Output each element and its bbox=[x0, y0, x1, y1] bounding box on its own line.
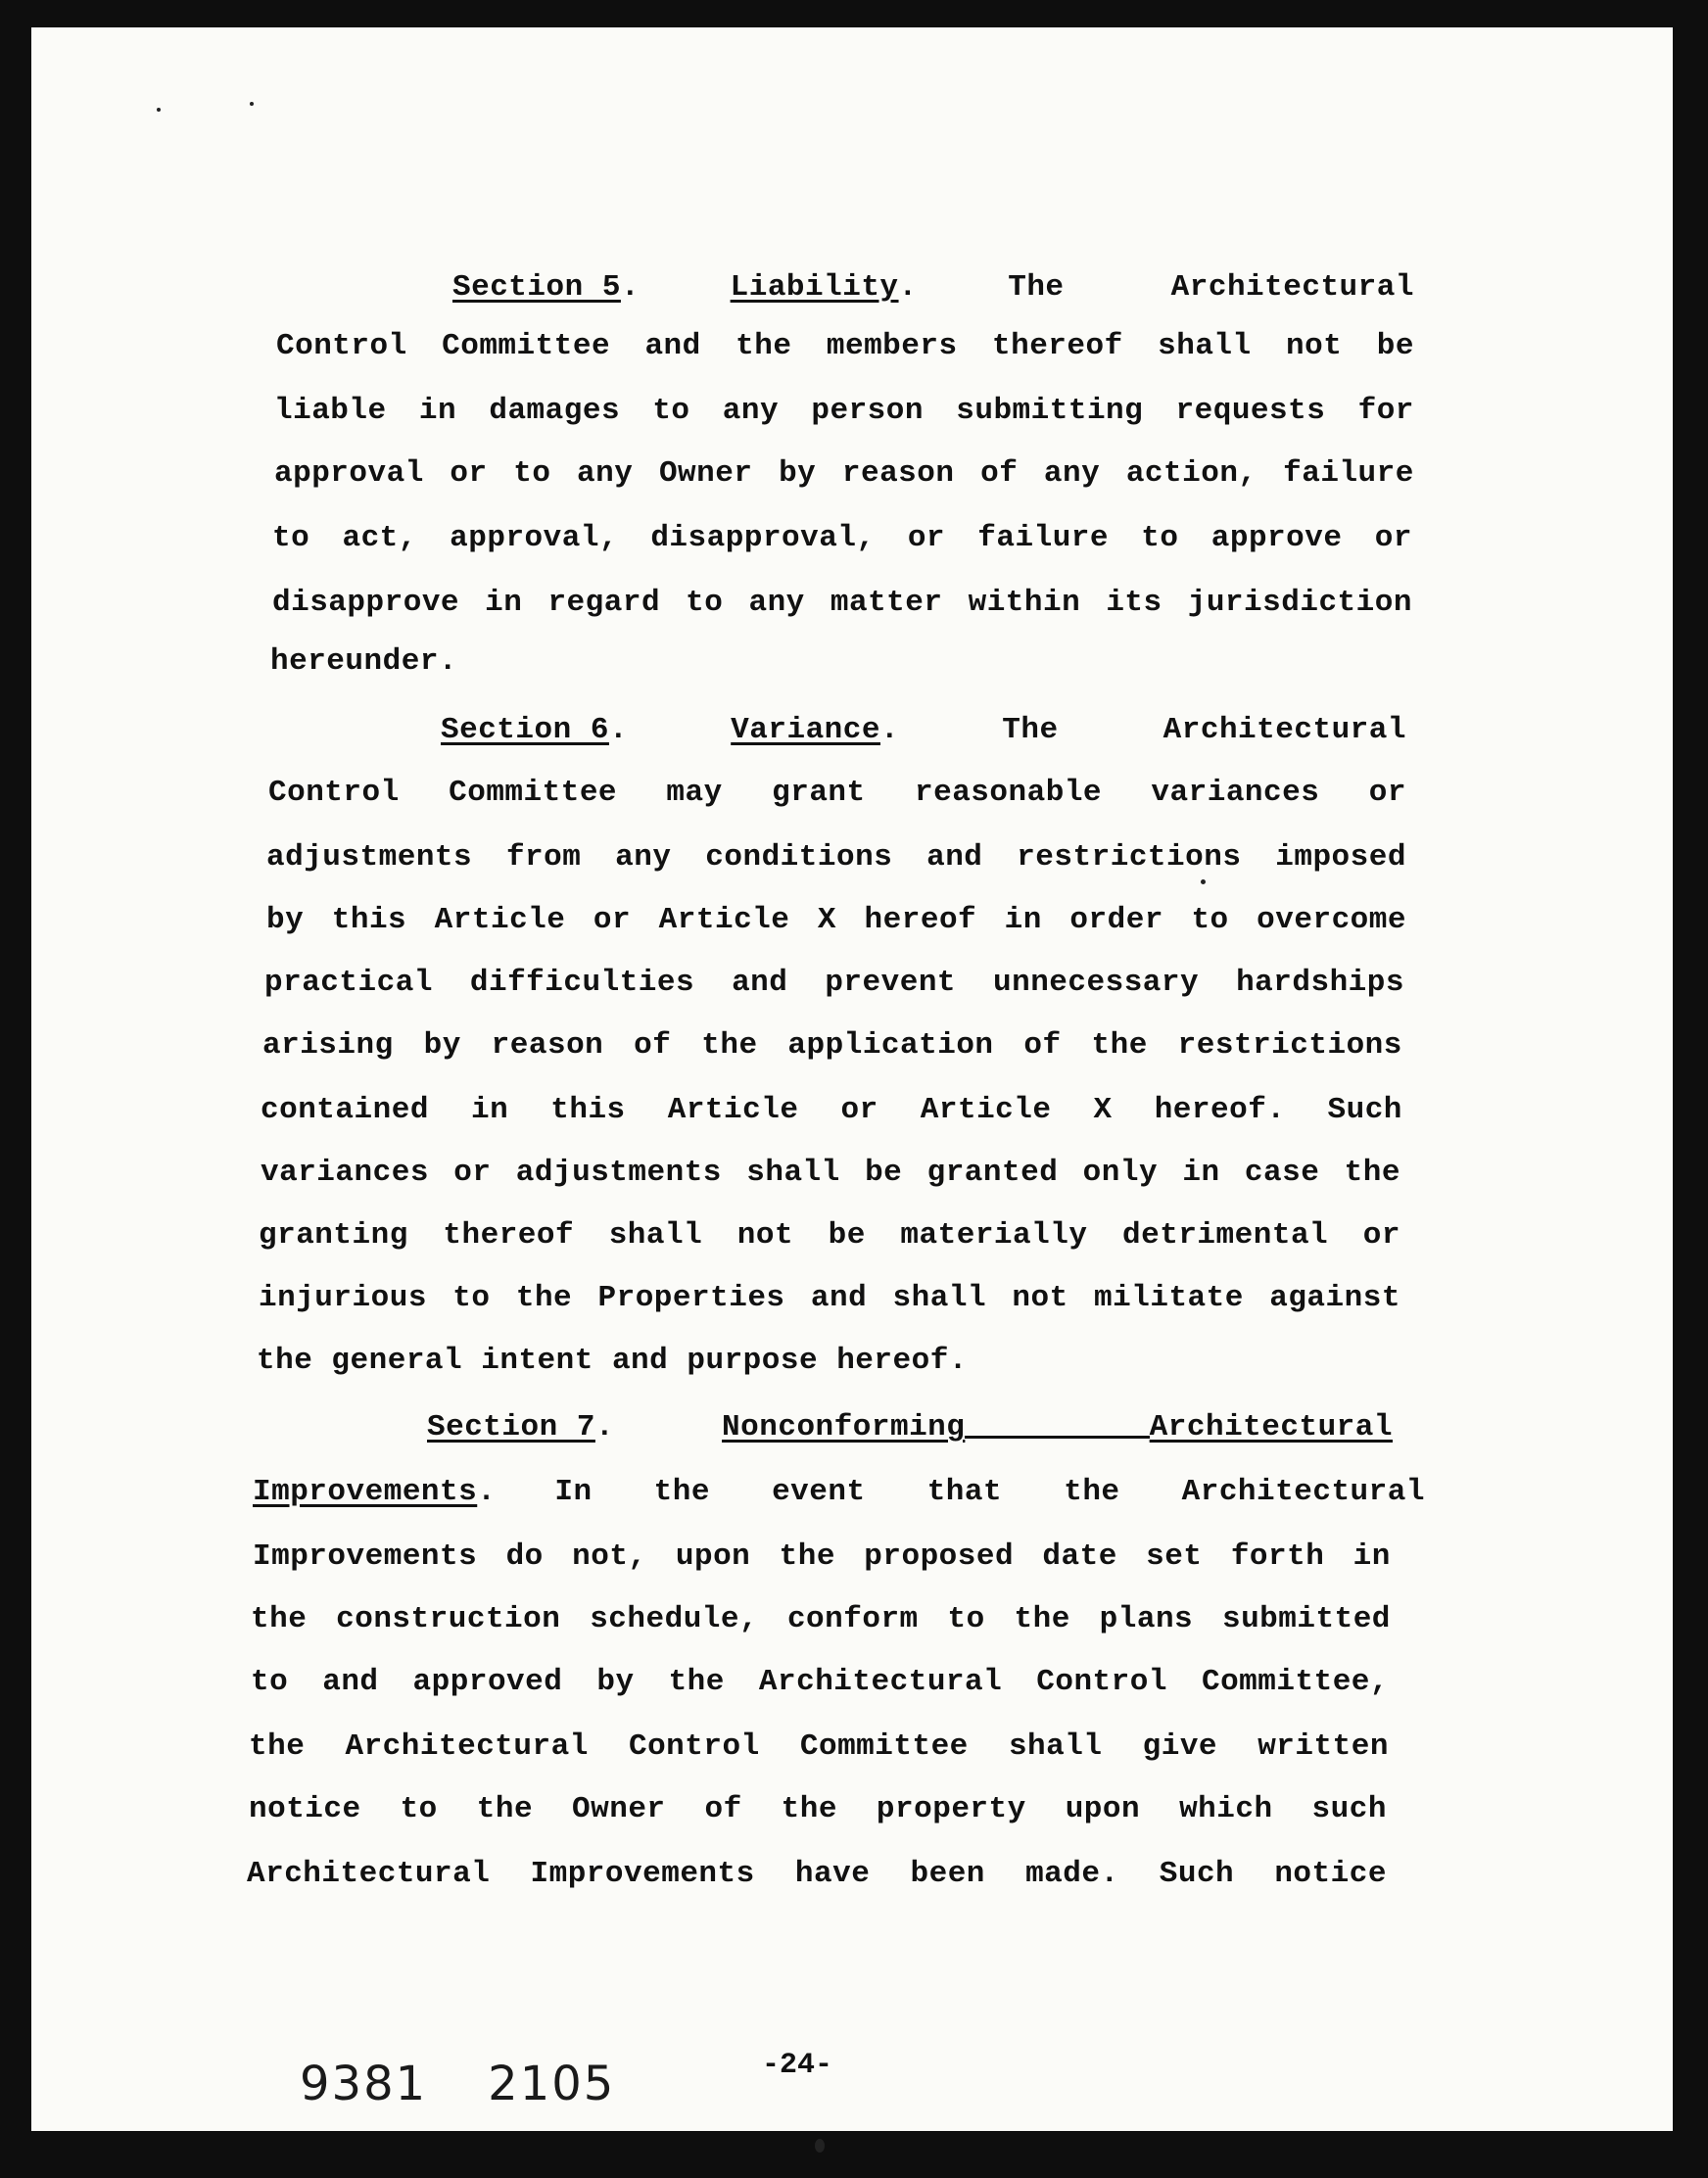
word: notice bbox=[249, 1792, 361, 1826]
text-line: Section 5. Liability. The Architectural bbox=[452, 270, 1414, 305]
word: Architectural bbox=[247, 1857, 491, 1891]
section-heading: Section 5 bbox=[452, 270, 621, 305]
word: adjustments bbox=[515, 1156, 722, 1190]
word: by bbox=[266, 903, 305, 937]
word: the bbox=[735, 329, 792, 363]
word: and bbox=[322, 1665, 379, 1699]
word: difficulties bbox=[469, 966, 695, 1000]
word: prevent bbox=[825, 966, 957, 1000]
bates-number-b: 2105 bbox=[488, 2057, 616, 2111]
word: disapproval, bbox=[650, 521, 876, 555]
text-line: Section 6. Variance. The Architectural bbox=[441, 713, 1406, 747]
word: do bbox=[505, 1539, 544, 1574]
word: or bbox=[1362, 1218, 1400, 1253]
word: been bbox=[910, 1857, 985, 1891]
word: practical bbox=[264, 966, 433, 1000]
text-line bbox=[251, 1665, 1389, 1699]
word: conform bbox=[786, 1602, 919, 1636]
word: by bbox=[779, 456, 817, 491]
word: within bbox=[968, 586, 1081, 620]
word: Committee bbox=[799, 1729, 969, 1764]
word: requests bbox=[1175, 394, 1326, 428]
text-line bbox=[266, 840, 1406, 875]
word: Control bbox=[1036, 1665, 1167, 1699]
word: jurisdiction bbox=[1187, 586, 1412, 620]
word: to bbox=[947, 1602, 985, 1636]
word: failure bbox=[1283, 456, 1414, 491]
section-heading: Section 7 bbox=[427, 1410, 595, 1444]
word: arising bbox=[262, 1028, 394, 1063]
word: or bbox=[840, 1093, 878, 1127]
word: order bbox=[1069, 903, 1163, 937]
word: shall bbox=[1008, 1729, 1103, 1764]
word: to bbox=[452, 1281, 491, 1315]
text-line bbox=[261, 1156, 1400, 1190]
word: upon bbox=[675, 1539, 751, 1574]
word: contained bbox=[261, 1093, 429, 1127]
word: or bbox=[450, 456, 488, 491]
word: from bbox=[505, 840, 582, 875]
word: shall bbox=[892, 1281, 987, 1315]
word: disapprove bbox=[272, 586, 460, 620]
word: the bbox=[1091, 1028, 1148, 1063]
word: may bbox=[666, 776, 723, 810]
text-line bbox=[251, 1602, 1391, 1636]
word: not bbox=[1286, 329, 1343, 363]
word: adjustments bbox=[266, 840, 473, 875]
word: not bbox=[1012, 1281, 1068, 1315]
word: imposed bbox=[1275, 840, 1406, 875]
word: Owner bbox=[572, 1792, 666, 1826]
word: Committee bbox=[449, 776, 618, 810]
word: any bbox=[577, 456, 634, 491]
text-line-segment: In the event that the Architectural bbox=[554, 1475, 1425, 1509]
word: in bbox=[1352, 1539, 1391, 1574]
word: Improvements bbox=[530, 1857, 755, 1891]
text-line bbox=[272, 521, 1412, 555]
word: injurious bbox=[259, 1281, 427, 1315]
word: approval, bbox=[450, 521, 619, 555]
word: variances bbox=[261, 1156, 429, 1190]
text-line: Section 7. Nonconforming Architectural bbox=[427, 1410, 1393, 1444]
word: shall bbox=[1158, 329, 1252, 363]
word: this bbox=[550, 1093, 626, 1127]
word: or bbox=[453, 1156, 492, 1190]
word: to bbox=[400, 1792, 438, 1826]
word: or bbox=[593, 903, 632, 937]
word: set bbox=[1146, 1539, 1203, 1574]
word: Owner bbox=[658, 456, 753, 491]
word: not bbox=[736, 1218, 794, 1253]
text-line bbox=[274, 456, 1414, 491]
word: and bbox=[926, 840, 983, 875]
word: in bbox=[470, 1093, 509, 1127]
text-line bbox=[266, 903, 1406, 937]
word: submitting bbox=[956, 394, 1144, 428]
word: Article bbox=[920, 1093, 1052, 1127]
scan-speck bbox=[250, 102, 254, 106]
word: any bbox=[722, 394, 780, 428]
word: to bbox=[251, 1665, 289, 1699]
word: of bbox=[704, 1792, 742, 1826]
word: X bbox=[1093, 1093, 1113, 1127]
word: against bbox=[1269, 1281, 1400, 1315]
word: notice bbox=[1274, 1857, 1387, 1891]
word: Committee, bbox=[1201, 1665, 1389, 1699]
text-line bbox=[274, 394, 1414, 428]
word: shall bbox=[608, 1218, 703, 1253]
word: for bbox=[1357, 394, 1414, 428]
word: written bbox=[1257, 1729, 1389, 1764]
word: or bbox=[1374, 521, 1412, 555]
word: Committee bbox=[442, 329, 611, 363]
word: the bbox=[249, 1729, 306, 1764]
text-line bbox=[259, 1281, 1400, 1315]
word: Such bbox=[1327, 1093, 1402, 1127]
word: in bbox=[1182, 1156, 1220, 1190]
text-line-segment: The Architectural bbox=[1008, 270, 1414, 305]
word: have bbox=[794, 1857, 871, 1891]
word: Article bbox=[658, 903, 790, 937]
word: shall bbox=[746, 1156, 840, 1190]
word: the bbox=[1344, 1156, 1400, 1190]
word: of bbox=[634, 1028, 672, 1063]
word: matter bbox=[830, 586, 943, 620]
word: and bbox=[732, 966, 788, 1000]
word: forth bbox=[1230, 1539, 1325, 1574]
text-line bbox=[249, 1792, 1387, 1826]
word: submitted bbox=[1221, 1602, 1391, 1636]
word: not, bbox=[572, 1539, 647, 1574]
word: unnecessary bbox=[992, 966, 1200, 1000]
word: upon bbox=[1065, 1792, 1141, 1826]
word: overcome bbox=[1257, 903, 1406, 937]
word: Article bbox=[434, 903, 566, 937]
word: variances bbox=[1151, 776, 1320, 810]
word: date bbox=[1042, 1539, 1117, 1574]
word: the bbox=[779, 1539, 835, 1574]
text-line: Improvements. In the event that the Architectural bbox=[253, 1475, 1425, 1509]
word: action, bbox=[1125, 456, 1257, 491]
word: in bbox=[485, 586, 523, 620]
word: materially bbox=[900, 1218, 1088, 1253]
word: restrictions bbox=[1017, 840, 1242, 875]
word: approve bbox=[1210, 521, 1343, 555]
word: Control bbox=[268, 776, 400, 810]
scan-speck bbox=[815, 2139, 825, 2153]
word: approval bbox=[274, 456, 424, 491]
word: the bbox=[515, 1281, 573, 1315]
word: reasonable bbox=[915, 776, 1103, 810]
word: failure bbox=[977, 521, 1110, 555]
scan-speck bbox=[157, 108, 161, 112]
word: liable bbox=[274, 394, 387, 428]
word: of bbox=[980, 456, 1019, 491]
word: Improvements bbox=[253, 1539, 478, 1574]
word: regard bbox=[547, 586, 661, 620]
word: Architectural bbox=[758, 1665, 1003, 1699]
word: any bbox=[748, 586, 805, 620]
word: restrictions bbox=[1177, 1028, 1402, 1063]
text-line bbox=[247, 1857, 1387, 1891]
word: Properties bbox=[597, 1281, 785, 1315]
section-title: Variance bbox=[731, 713, 880, 747]
section-title: Nonconforming bbox=[722, 1410, 966, 1444]
word: Such bbox=[1159, 1857, 1235, 1891]
section-title: Architectural bbox=[1149, 1410, 1393, 1444]
word: and bbox=[810, 1281, 868, 1315]
word: plans bbox=[1099, 1602, 1194, 1636]
word: detrimental bbox=[1122, 1218, 1329, 1253]
word: by bbox=[596, 1665, 635, 1699]
section-heading: Section 6 bbox=[441, 713, 609, 747]
word: construction bbox=[336, 1602, 561, 1636]
word: act, bbox=[342, 521, 417, 555]
word: X bbox=[817, 903, 837, 937]
word: the bbox=[668, 1665, 725, 1699]
word: be bbox=[1376, 329, 1414, 363]
word: the bbox=[781, 1792, 837, 1826]
word: hereof bbox=[864, 903, 977, 937]
bates-number bbox=[300, 2057, 676, 2111]
word: person bbox=[811, 394, 924, 428]
word: any bbox=[1043, 456, 1101, 491]
word: case bbox=[1244, 1156, 1320, 1190]
word: proposed bbox=[864, 1539, 1015, 1574]
word: thereof bbox=[443, 1218, 575, 1253]
word: be bbox=[828, 1218, 866, 1253]
word: grant bbox=[772, 776, 866, 810]
word: and bbox=[644, 329, 701, 363]
title-underline bbox=[965, 1436, 1149, 1439]
text-line bbox=[259, 1218, 1400, 1253]
section-title: Liability bbox=[730, 270, 899, 305]
word: or bbox=[907, 521, 946, 555]
word: hereof. bbox=[1154, 1093, 1286, 1127]
word: granted bbox=[926, 1156, 1059, 1190]
word: made. bbox=[1025, 1857, 1119, 1891]
word: damages bbox=[489, 394, 621, 428]
word: thereof bbox=[991, 329, 1123, 363]
word: only bbox=[1082, 1156, 1159, 1190]
word: the bbox=[476, 1792, 534, 1826]
word: the bbox=[251, 1602, 308, 1636]
word: which bbox=[1179, 1792, 1273, 1826]
word: granting bbox=[259, 1218, 408, 1253]
word: property bbox=[876, 1792, 1026, 1826]
word: conditions bbox=[705, 840, 893, 875]
text-line bbox=[276, 329, 1414, 363]
word: in bbox=[1004, 903, 1042, 937]
word: give bbox=[1142, 1729, 1218, 1764]
word: in bbox=[418, 394, 457, 428]
word: application bbox=[787, 1028, 994, 1063]
word: Control bbox=[628, 1729, 760, 1764]
word: be bbox=[865, 1156, 903, 1190]
word: reason bbox=[491, 1028, 604, 1063]
word: to bbox=[1141, 521, 1179, 555]
word: schedule, bbox=[590, 1602, 759, 1636]
word: members bbox=[826, 329, 958, 363]
word: the bbox=[701, 1028, 758, 1063]
text-line bbox=[262, 1028, 1402, 1063]
word: hardships bbox=[1236, 966, 1404, 1000]
text-line bbox=[272, 586, 1412, 620]
word: to bbox=[686, 586, 724, 620]
text-line bbox=[253, 1539, 1391, 1574]
page-number: -24- bbox=[762, 2049, 833, 2082]
word: to bbox=[513, 456, 551, 491]
word: or bbox=[1368, 776, 1406, 810]
section-title: Improvements bbox=[253, 1475, 478, 1509]
word: Control bbox=[276, 329, 407, 363]
word: of bbox=[1023, 1028, 1062, 1063]
word: by bbox=[423, 1028, 461, 1063]
text-line bbox=[268, 776, 1406, 810]
text-line-segment: The Architectural bbox=[1002, 713, 1406, 747]
bates-number-a: 9381 bbox=[300, 2057, 428, 2111]
scan-speck bbox=[1201, 879, 1206, 884]
word: such bbox=[1311, 1792, 1387, 1826]
word: its bbox=[1106, 586, 1162, 620]
word: any bbox=[615, 840, 672, 875]
word: approved bbox=[412, 1665, 563, 1699]
text-line: the general intent and purpose hereof. bbox=[257, 1344, 968, 1378]
word: this bbox=[331, 903, 407, 937]
word: to bbox=[1191, 903, 1229, 937]
word: the bbox=[1014, 1602, 1070, 1636]
word: reason bbox=[841, 456, 955, 491]
word: militate bbox=[1094, 1281, 1244, 1315]
text-line bbox=[261, 1093, 1402, 1127]
word: to bbox=[272, 521, 310, 555]
word: to bbox=[652, 394, 690, 428]
word: Architectural bbox=[345, 1729, 589, 1764]
text-line bbox=[264, 966, 1404, 1000]
text-line: hereunder. bbox=[270, 644, 458, 679]
text-line bbox=[249, 1729, 1389, 1764]
word: Article bbox=[667, 1093, 799, 1127]
